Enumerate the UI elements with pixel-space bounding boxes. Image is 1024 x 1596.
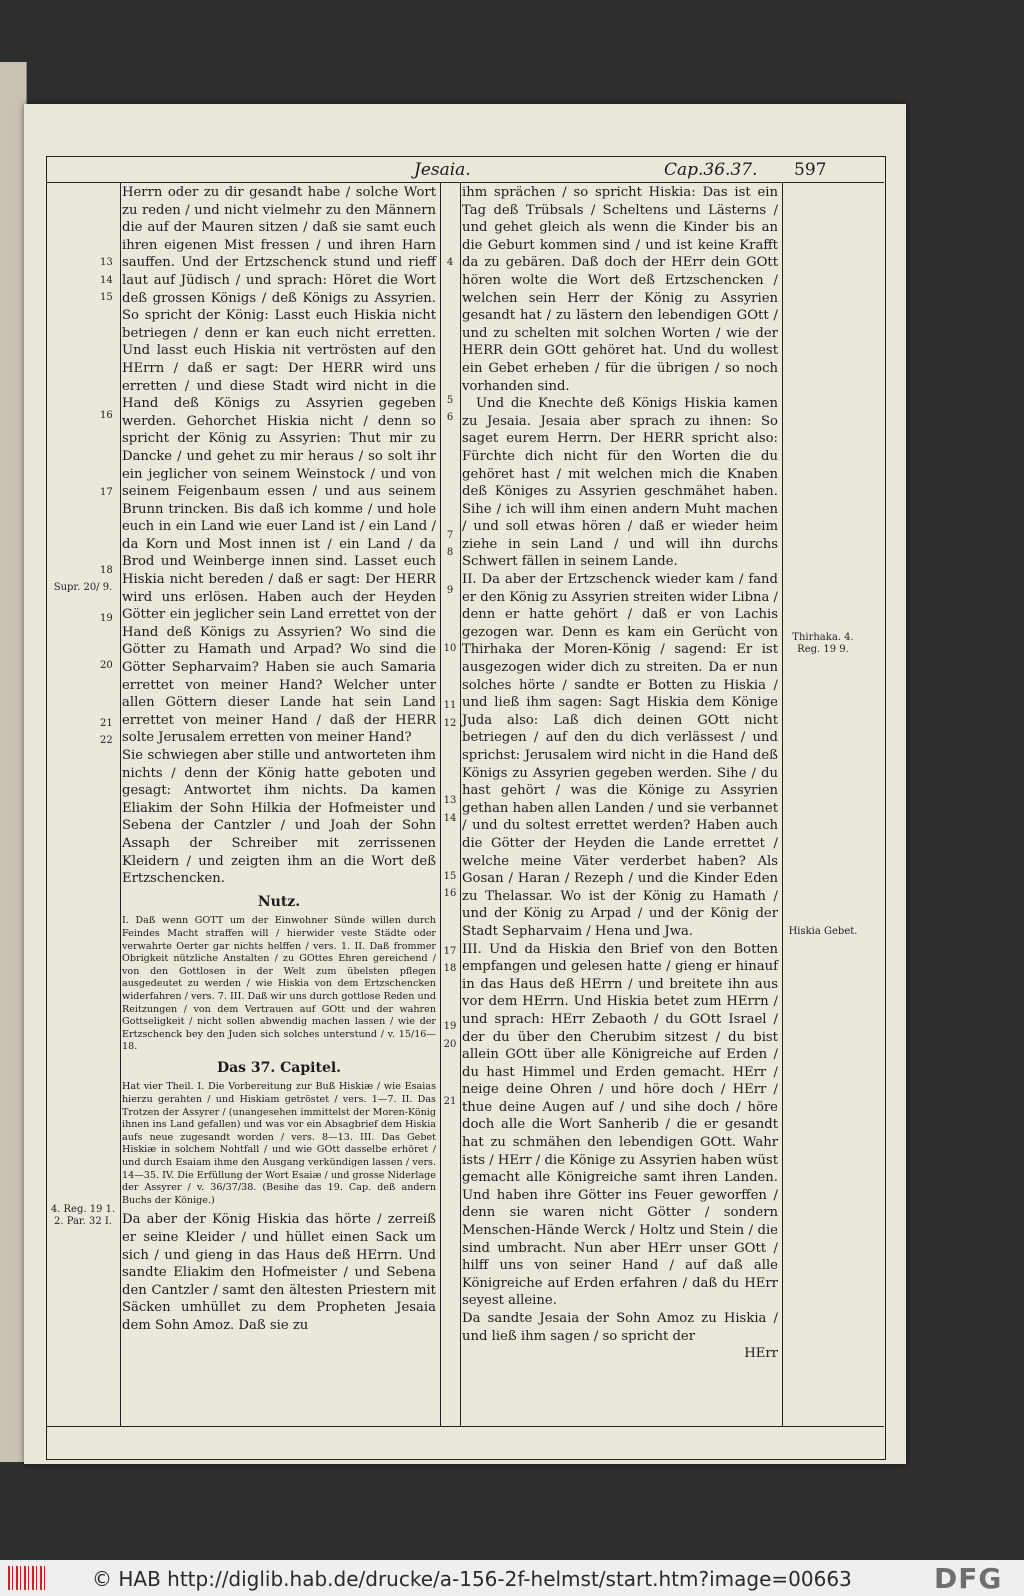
right-column bbox=[462, 184, 778, 1363]
footer-rule bbox=[46, 1426, 884, 1427]
left-verse-numbers: 13 14 15 16 17 18 19 20 21 22 bbox=[100, 257, 113, 747]
right-verse-numbers: 4 5 6 7 8 9 10 11 12 13 14 15 16 17 18 19 20 21 bbox=[443, 257, 457, 1108]
nutz-title: Nutz. bbox=[257, 893, 301, 910]
facing-page-edge bbox=[0, 62, 27, 1462]
margin-note-thirhaka: Thirhaka. 4. Reg. 19 9. bbox=[792, 632, 854, 655]
book-page bbox=[24, 104, 906, 1464]
left-margin-rule bbox=[120, 182, 121, 1426]
chapter-title: Das 37. Capitel. bbox=[216, 1059, 342, 1076]
right-paragraph-1: ihm sprächen / so spricht Hiskia: Das ist ein Tag deß Trübsals / Scheltens und Lästerns / und gehet gleich als wenn die Kinder bis an die Geburt kommen sind / und ist keine Krafft da zu gebären. Daß doch der HErr dein GOtt hören wolte die Wort deß Ertzschencken / welchen sein Herr der König zu Assyrien gesandt hat / zu lästern den lebendigen GOtt / und zu schelten mit solchen Worten / wie der HERR dein GOtt gehöret hat. Und du wollest ein Gebet erheben / für die übrigen / so noch vorhanden sind. bbox=[462, 185, 778, 394]
right-paragraph-4: III. Und da Hiskia den Brief von den Botten empfangen und gelesen hatte / gieng er hinauf in das Haus deß HErrn / und breitete ihn aus vor dem HErrn. Und Hiskia betet zum HErrn / und sprach: HErr Zebaoth / du GOtt Israel / der du über den Cherubim sitzest / du bist allein GOtt über alle Königreiche auf Erden / du hast Himmel und Erden gemacht. HErr / neige deine Ohren / und höre doch / HErr / thue deine Augen auf / und sihe doch / höre doch alle die Wort Sanherib / die er gesandt hat zu schmähen den lebendigen GOtt. Wahr ists / HErr / die Könige zu Assyrien haben wüst gemacht alle Königreiche samt ihren Landen. Und haben ihre Götter ins Feuer geworffen / denn sie waren nicht Götter / sondern Menschen-Hände Werck / Holtz und Stein / die sind umbracht. Nun aber HErr unser GOtt / hilff uns von seiner Hand / auf daß alle Königreiche auf Erden erfahren / daß du HErr seyest alleine. bbox=[462, 941, 778, 1309]
right-paragraph-2: Und die Knechte deß Königs Hiskia kamen zu Jesaia. Jesaia aber sprach zu ihnen: So saget eurem Herrn. Der HERR spricht also: Fürchte dich nicht für den Worten die du gehöret hast / mit welchen mich die Knaben deß Königes zu Assyrien geschmähet haben. Sihe / ich will ihm einen andern Muht machen / und soll etwas hören / daß er wieder heim ziehe in sein Land / und will ihn durchs Schwert fällen in seinem Lande. bbox=[462, 396, 778, 570]
left-paragraph-1: Herrn oder zu dir gesandt habe / solche Wort zu reden / und nicht vielmehr zu den Männern die auf der Mauren sitzen / daß sie samt euch ihren eigenen Mist fressen / und ihren Harn sauffen. Und der Ertzschenck stund und rieff laut auf Jüdisch / und sprach: Höret die Wort deß grossen Königs / deß Königs zu Assyrien. So spricht der König: Lasst euch Hiskia nicht betriegen / denn er kan euch nicht erretten. Und lasst euch Hiskia nit vertrösten auf den HErrn / daß er sagt: Der HERR wird uns erretten / und diese Stadt wird nicht in die Hand deß Königs zu Assyrien gegeben werden. Gehorchet Hiskia nicht / denn so spricht der König zu Assyrien: Thut mir zu Dancke / und gehet zu mir heraus / so solt ihr ein jeglicher von seinem Weinstock / und von seinem Feigenbaum essen / und aus seinem Brunn trincken. Bis daß ich komme / und hole euch in ein Land wie euer Land ist / ein Land / da Korn und Most innen ist / ein Land / da Brod und Weinberge innen sind. Lasset euch Hiskia nicht bereden / daß er sagt: Der HERR wird uns erlösen. Haben auch der Heyden Götter ein jeglicher sein Land errettet von der Hand deß Königs zu Assyrien? Wo sind die Götter zu Hamath und Arpad? Wo sind die Götter Sepharvaim? Haben sie auch Samaria errettet von meiner Hand? Welcher unter allen Göttern dieser Lande hat sein Land errettet von meiner Hand / daß der HERR solte Jerusalem erretten von meiner Hand? bbox=[122, 185, 436, 746]
center-rule-left bbox=[440, 182, 441, 1426]
left-paragraph-3: Da aber der König Hiskia das hörte / zerreiß er seine Kleider / und hüllet einen Sack um sich / und gieng in das Haus deß HErrn. Und sandte Eliakim den Hofmeister / und Sebena den Cantzler / samt den ältesten Priestern mit Säcken umhüllet zu dem Propheten Jesaia dem Sohn Amoz. Daß sie zu bbox=[122, 1212, 436, 1333]
header-rule bbox=[46, 182, 884, 183]
running-title: Jesaia. bbox=[414, 160, 471, 180]
footer-source-text: © HAB http://diglib.hab.de/drucke/a-156-2f-helmst/start.htm?image=00663 bbox=[92, 1567, 852, 1591]
left-column bbox=[122, 184, 436, 1335]
chapter-summary: Hat vier Theil. I. Die Vorbereitung zur Buß Hiskiæ / wie Esaias hierzu gerahten / und Hiskiam getröstet / vers. 1—7. II. Das Trotzen der Assyrer / (unangesehen immittelst der Moren-König ihnen ins Land gefallen) und was vor ein Absagbrief dem Hiskia aufs neue zugesandt worden / vers. 8—13. III. Das Gebet Hiskiæ in solchem Nohtfall / und wie GOtt dasselbe erhöret / und durch Esaiam ihme den Ausgang verkündigen lassen / vers. 14—35. IV. Die Erfüllung der Wort Esaiæ / und grosse Niderlage der Assyrer / v. 36/37/38. (Besihe das 19. Cap. deß andern Buchs der Könige.) bbox=[122, 1081, 436, 1206]
chapter-ref: Cap.36.37. bbox=[664, 160, 758, 180]
margin-note-hiskia-gebet: Hiskia Gebet. bbox=[788, 926, 858, 937]
right-paragraph-3: II. Da aber der Ertzschenck wieder kam / fand er den König zu Assyrien streiten wider Libna / denn er hatte gehört / daß er von Lachis gezogen war. Denn es kam ein Gerücht von Thirhaka der Moren-König / sagend: Er ist ausgezogen wider dich zu streiten. Da er nun solches hörte / sandte er Botten zu Hiskia / und ließ ihm sagen: Sagt Hiskia dem Könige Juda also: Laß dich deinen GOtt nicht betriegen / auf den du dich verlässest / und sprichst: Jerusalem wird nicht in die Hand deß Königs zu Assyrien gegeben werden. Sihe / du hast gehört / was die Könige zu Assyrien gethan haben allen Landen / und sie verbannet / und du soltest errettet werden? Haben auch die Götter der Heyden die Lande errettet / welche meine Väter verderbet haben? Als Gosan / Haran / Rezeph / und die Kinder Eden zu Thelassar. Wo ist der König zu Hamath / und der König zu Arpad / und der König der Stadt Sepharvaim / Hena und Jwa. bbox=[462, 572, 779, 939]
nutz-text: I. Daß wenn GOTT um der Einwohner Sünde willen durch Feindes Macht straffen will / hierwider veste Städte oder verwahrte Oerter gar nichts helffen / vers. 1. II. Daß frommer Obrigkeit nützliche Anstalten / zu GOttes Ehren gereichend / von den Gottlosen in der Welt zum übelsten pflegen ausgedeutet zu werden / wie Hiskia von dem Ertzschencken widerfahren / vers. 7. III. Daß wir uns durch gottlose Reden und Reitzungen / von dem Vertrauen auf GOtt und der wahren Gottseligkeit / nicht sollen abwendig machen lassen / wie der Ertzschenck bey den Juden sich solches unterstund / v. 15/16—18. bbox=[122, 915, 436, 1053]
catchword: HErr bbox=[744, 1346, 778, 1362]
margin-note-supr: Supr. 20/ 9. bbox=[53, 582, 113, 593]
page-number: 597 bbox=[794, 160, 827, 180]
left-paragraph-2: Sie schwiegen aber stille und antworteten ihm nichts / denn der König hatte geboten und gesagt: Antwortet ihm nichts. Da kamen Eliakim der Sohn Hilkia der Hofmeister und Sebena der Cantzler / und Joah der Sohn Assaph der Schreiber mit zerrissenen Kleidern / und zeigten ihm an die Wort deß Ertzschencken. bbox=[122, 748, 436, 887]
right-paragraph-5: Da sandte Jesaia der Sohn Amoz zu Hiskia / und ließ ihm sagen / so spricht der bbox=[462, 1311, 778, 1344]
dfg-logo: DFG bbox=[934, 1562, 1003, 1595]
center-rule-right bbox=[460, 182, 461, 1426]
barcode-icon bbox=[8, 1566, 46, 1590]
margin-note-reg-par: 4. Reg. 19 1. 2. Par. 32 I. bbox=[50, 1204, 116, 1227]
right-margin-rule bbox=[782, 182, 783, 1426]
